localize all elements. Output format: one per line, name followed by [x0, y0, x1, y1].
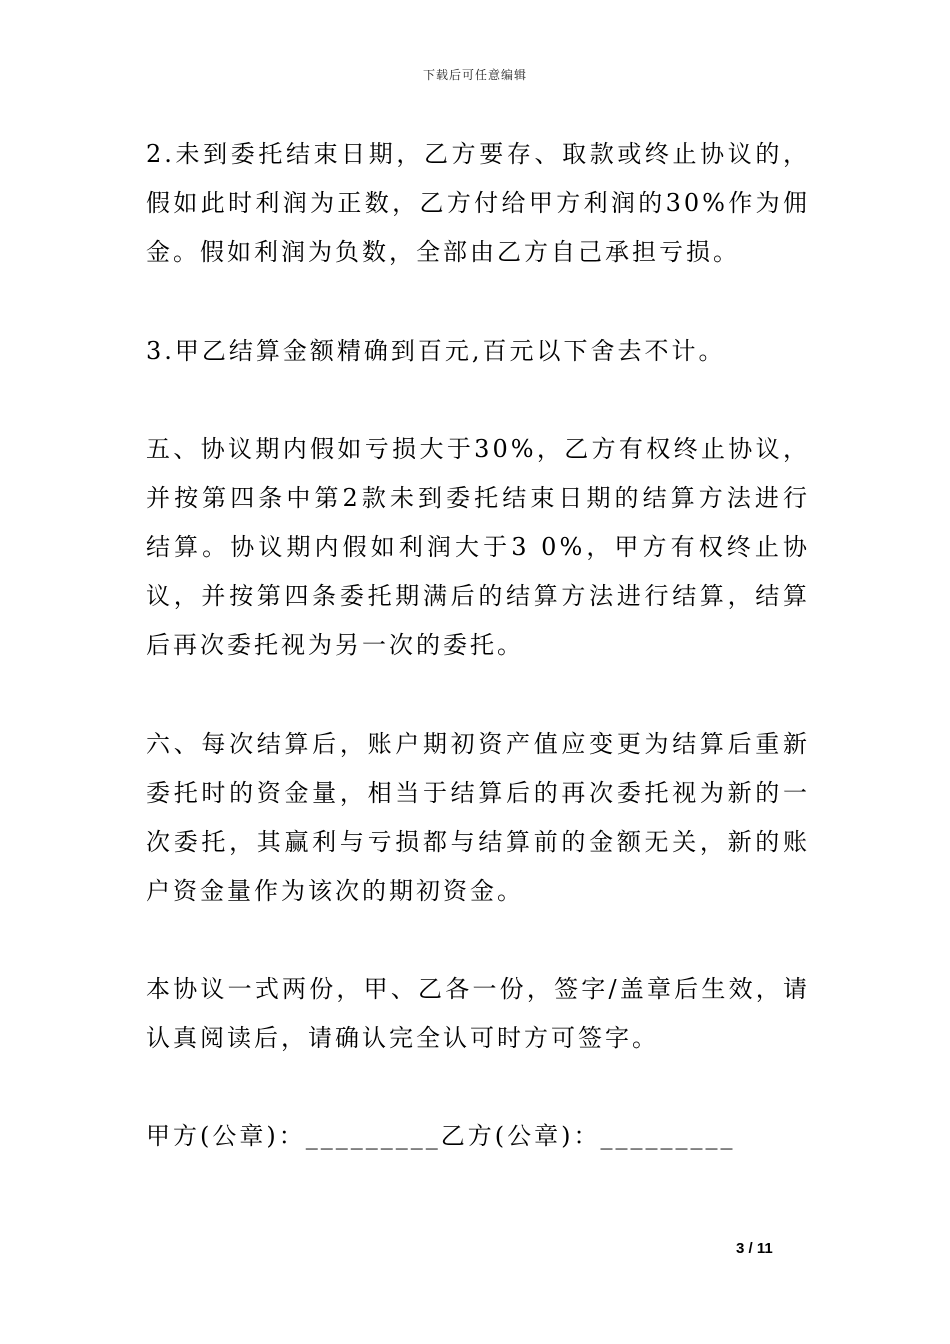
paragraph-clause-5: 五、协议期内假如亏损大于30%，乙方有权终止协议，并按第四条中第2款未到委托结束日期的结算方法进行结算。协议期内假如利润大于3 0%，甲方有权终止协议，并按第四条委托期满后的结算方法进行结算，结算后再次委托视为另一次的委托。	[146, 435, 810, 659]
header-note: 下载后可任意编辑	[422, 68, 527, 82]
paragraph-clause-4-2: 2.未到委托结束日期，乙方要存、取款或终止协议的，假如此时利润为正数，乙方付给甲方利润的30%作为佣金。假如利润为负数，全部由乙方自己承担亏损。	[146, 140, 810, 266]
paragraph-clause-6: 六、每次结算后，账户期初资产值应变更为结算后重新委托时的资金量，相当于结算后的再次委托视为新的一次委托，其赢利与亏损都与结算前的金额无关，新的账户资金量作为该次的期初资金。	[146, 730, 810, 905]
paragraph-agreement-note: 本协议一式两份，甲、乙各一份，签字/盖章后生效，请认真阅读后，请确认完全认可时方可签字。	[146, 975, 810, 1052]
paragraph-clause-4-3: 3.甲乙结算金额精确到百元,百元以下舍去不计。	[146, 337, 726, 365]
signature-line: 甲方(公章)：_________乙方(公章)：_________	[146, 1122, 736, 1150]
page-number: 3 / 11	[736, 1240, 773, 1257]
